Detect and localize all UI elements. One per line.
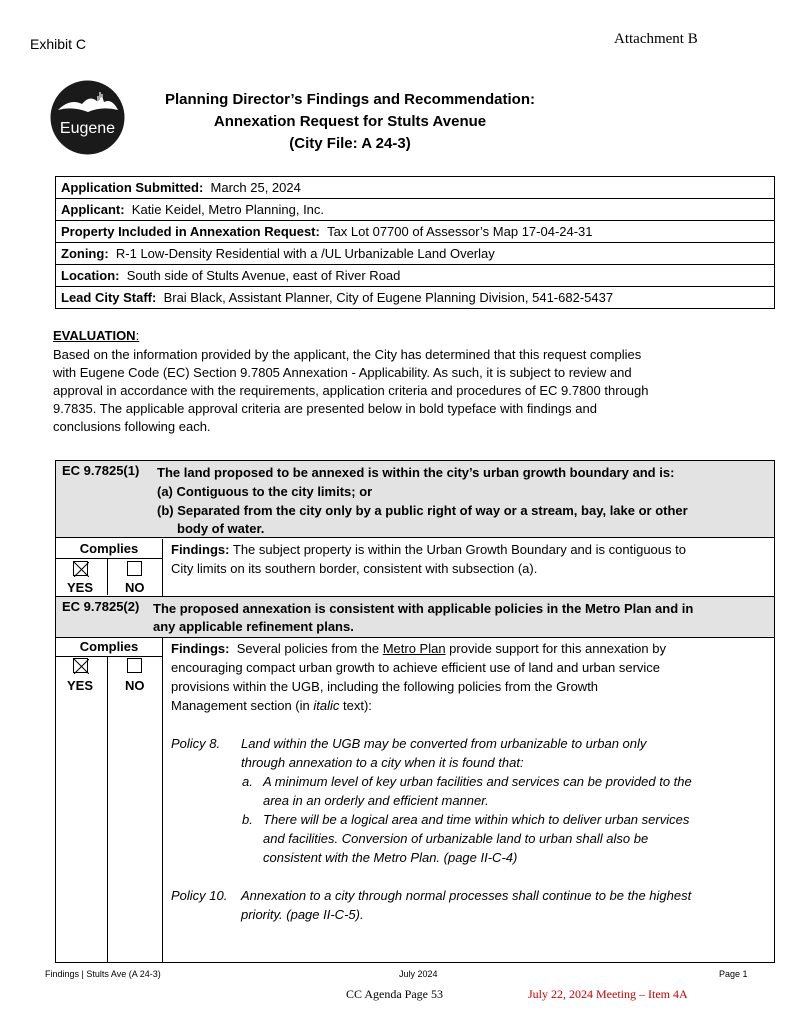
info-row: Application Submitted: March 25, 2024 xyxy=(56,177,775,199)
info-row: Lead City Staff: Brai Black, Assistant Planner, City of Eugene Planning Division, 541-682-5437 xyxy=(56,287,775,309)
attachment-label: Attachment B xyxy=(614,31,698,47)
meeting-label: July 22, 2024 Meeting – Item 4A xyxy=(528,987,688,1001)
policy-subitem-letter: b. xyxy=(242,812,253,827)
yes-checkbox[interactable] xyxy=(73,561,88,576)
policy-text: priority. (page II-C-5). xyxy=(241,907,364,922)
checked-x-icon xyxy=(74,562,89,577)
checked-x-icon xyxy=(74,659,89,674)
footer-center: July 2024 xyxy=(399,969,438,979)
findings-text: Findings: The subject property is within the Urban Growth Boundary and is contiguous to City limits on its southern border, consistent with subsection (a). xyxy=(171,542,686,576)
info-row: Property Included in Annexation Request: Tax Lot 07700 of Assessor’s Map 17-04-24-31 xyxy=(56,221,775,243)
findings-text: Findings: Several policies from the Metro Plan provide support for this annexation by encouraging compact urban growth to achieve efficient use of land and urban service provisions within the UGB, including the following policies from the Growth Management section (in italic text): xyxy=(171,641,666,713)
footer-left: Findings | Stults Ave (A 24-3) xyxy=(45,969,161,979)
info-row: Location: South side of Stults Avenue, east of River Road xyxy=(56,265,775,287)
info-row: Applicant: Katie Keidel, Metro Planning, Inc. xyxy=(56,199,775,221)
agenda-page-label: CC Agenda Page 53 xyxy=(346,987,443,1001)
yes-label: YES xyxy=(67,678,94,693)
page-title: Planning Director’s Findings and Recommendation: Annexation Request for Stults Avenue (City File: A 24-3) xyxy=(164,91,536,152)
evaluation-heading: EVALUATION: xyxy=(53,328,140,343)
exhibit-label: Exhibit C xyxy=(30,36,87,52)
evaluation-paragraph: Based on the information provided by the applicant, the City has determined that this request complies with Eugene Code (EC) Section 9.7805 Annexation - Applicability. As such, it is subject to review and approval in accordance with the requirements, application criteria and procedures of EC 9.7800 through 9.7835. The applicable approval criteria are presented below in bold typeface with findings and conclusions following each. xyxy=(53,347,649,434)
footer-page: Page 1 xyxy=(719,969,748,979)
yes-checkbox[interactable] xyxy=(73,658,88,673)
policy-subitem-letter: a. xyxy=(242,774,253,789)
policy-text: through annexation to a city when it is found that: xyxy=(241,755,524,770)
criteria-table: EC 9.7825(1) The land proposed to be annexed is within the city’s urban growth boundary and is: (a) Contiguous to the city limits; or (b) Separated from the city only by a public right of way or a stream, bay, lake or other body of water. Complies YES NO Findings: The subject property is within the Urban Growth Boundary and is contiguous to City limits on its southern border, consistent with subsection (a). EC 9.7825(2) The proposed annexation is consistent with applicable policies in the Metro Plan and in any applicable refinement plans. Complies YES NO Findings: Several policies from the Metro Plan provide support for this annexation by encouraging compact urban growth to achieve efficient use of land and urban service provisions within the UGB, including the following policies from the Growth Management section (in italic text): Policy 8. Land within the UGB may be converted from urbanizable to urban only through annexation to a city when it is found that: a. A minimum level of key urban facilities and services can be provided to the area in an orderly and efficient manner. b. There will be a logical area and time within which to deliver urban services and facilities. Conversion of urbanizable land to urban shall also be consistent with the Metro Plan. (page II-C-4) Policy 10. Annexation to a city through normal processes shall continue to be the highest priority. (page II-C-5). xyxy=(55,460,775,963)
logo-text: Eugene xyxy=(59,120,116,137)
criterion-header: EC 9.7825(2) The proposed annexation is consistent with applicable policies in the Metro Plan and in any applicable refinement plans. xyxy=(56,596,774,638)
criterion-code: EC 9.7825(1) xyxy=(62,463,140,478)
no-checkbox[interactable] xyxy=(127,658,142,673)
application-info-table xyxy=(55,176,775,309)
info-row: Zoning: R-1 Low-Density Residential with a /UL Urbanizable Land Overlay xyxy=(56,243,775,265)
policy-text: Land within the UGB may be converted from urbanizable to urban only xyxy=(241,736,647,751)
eugene-logo xyxy=(50,80,125,155)
no-label: NO xyxy=(125,580,145,595)
policy-label: Policy 8. xyxy=(171,736,221,751)
policy-text: Annexation to a city through normal processes shall continue to be the highest xyxy=(241,888,692,903)
metro-plan-reference: Metro Plan xyxy=(382,641,446,656)
yes-label: YES xyxy=(67,580,94,595)
criterion-code: EC 9.7825(2) xyxy=(62,599,140,614)
no-checkbox[interactable] xyxy=(127,561,142,576)
complies-label: Complies xyxy=(79,639,139,654)
complies-label: Complies xyxy=(79,541,139,556)
policy-label: Policy 10. xyxy=(171,888,228,903)
no-label: NO xyxy=(125,678,145,693)
criterion-header: EC 9.7825(1) The land proposed to be annexed is within the city’s urban growth boundary and is: (a) Contiguous to the city limits; or (b) Separated from the city only by a public right of way or a stream, bay, lake or other body of water. xyxy=(56,461,774,538)
